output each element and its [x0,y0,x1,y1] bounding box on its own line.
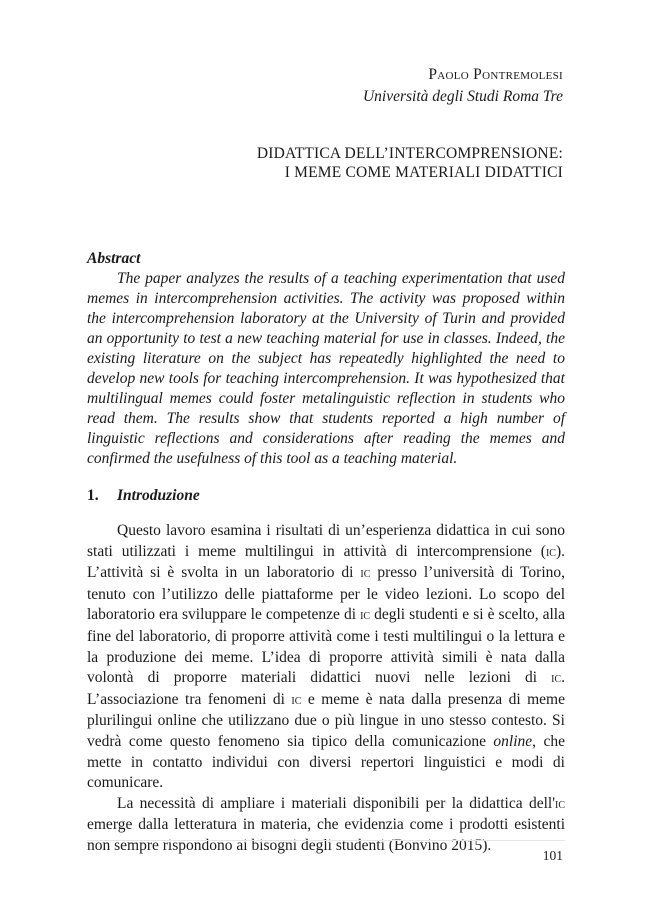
paper-title-line-2: I MEME COME MATERIALI DIDATTICI [284,164,563,181]
paper-title-line-1: DIDATTICA DELL’INTERCOMPRENSIONE: [256,145,563,162]
emphasis-online: online [493,732,533,750]
abstract-text: The paper analyzes the results of a teaching experimentation that used memes in intercomprehension activities. The activity was proposed within the intercomprehension laboratory at the University of Turin and provided an opportunity to test a new teaching material for use in classes. Indeed, the existing literature on the subject has repeatedly highlighted the need to develop new tools for teaching intercomprehension. It was hypothesized that multilingual memes could foster metalinguistic reflection in students who read them. The results show that students reported a high number of linguistic reflections and considerations after reading the memes and confirmed the usefulness of this tool as a teaching material. [87,270,565,467]
section-title: Introduzione [117,487,200,504]
section-number: 1. [87,487,99,504]
abbreviation-ic: ic [291,692,302,708]
section-heading [87,487,200,505]
abbreviation-ic: ic [545,544,556,560]
paper-title [257,144,563,182]
author-name: Paolo Pontremolesi [428,66,563,83]
page-number: 101 [542,848,563,863]
text-run: . L’associazione tra fenomeni di [87,669,565,708]
text-run: La necessità di ampliare i materiali disponibili per la didattica dell' [117,794,555,812]
footer-divider [87,840,565,841]
text-run: , che mette in contatto individui con diversi repertori linguistici e modi di comunicare. [87,732,565,792]
abbreviation-ic: ic [360,608,371,624]
body-text [87,521,565,857]
abbreviation-ic: ic [551,671,562,687]
abbreviation-ic: ic [360,566,371,582]
paragraph-1 [87,521,565,794]
text-run: emerge dalla letteratura in materia, che evidenzia come i prodotti esistenti non sempre rispondono ai bisogni degli studenti (Bonvino 2015). [87,816,565,854]
author-block [363,64,563,108]
abstract [87,249,565,469]
text-run: e meme è nata dalla presenza di meme plurilingui online che utilizzano due o più lingue in uno stesso contesto. Si vedrà come questo fenomeno sia tipico della comunicazione [87,690,565,750]
text-run: ). L’attività si è svolta in un laboratorio di [87,542,565,582]
text-run: presso l’università di Torino, tenuto con l’utilizzo delle piattaforme per le video lezioni. Lo scopo del laboratorio era sviluppare le competenze di [87,564,566,624]
abbreviation-ic: ic [555,796,565,812]
abstract-heading: Abstract [87,250,141,267]
paragraph-2 [87,794,565,857]
text-run: degli studenti e si è scelto, alla fine del laboratorio, di proporre attività come i testi multilingui o la lettura e la produzione dei meme. L’idea di proporre attività simili è nata dalla volontà di proporre materiali didattici nuovi nelle lezioni di [87,606,565,687]
author-affiliation: Università degli Studi Roma Tre [362,88,563,105]
text-run: Questo lavoro esamina i risultati di un’esperienza didattica in cui sono stati utilizzati i meme multilingui in attività di intercomprensione ( [87,522,565,560]
